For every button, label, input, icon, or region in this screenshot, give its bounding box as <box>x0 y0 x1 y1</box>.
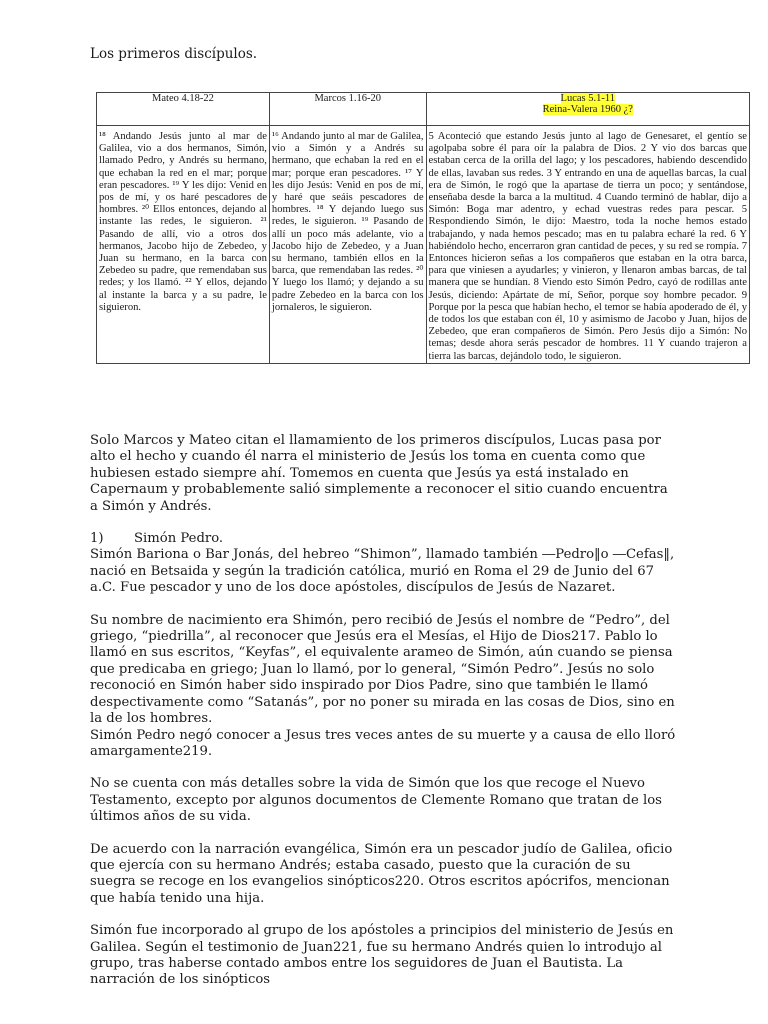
header-mateo: Mateo 4.18-22 <box>97 93 270 126</box>
section-heading <box>90 531 678 547</box>
paragraph: Simón Pedro negó conocer a Jesus tres veces antes de su muerte y a causa de ello lloró amargamente219. <box>90 727 676 759</box>
header-marcos: Marcos 1.16-20 <box>269 93 426 126</box>
gospel-comparison-table <box>96 92 750 364</box>
body-text <box>90 433 678 989</box>
paragraph: Su nombre de nacimiento era Shimón, pero recibió de Jesús el nombre de “Pedro”, del griego, “piedrilla”, al reconocer que Jesús era el Mesías, el Hijo de Dios217. Pablo lo llamó en sus escritos, “Keyfas”, el equivalente arameo de Simón, aún cuando se piensa que predicaba en griego; Juan lo llamó, por lo general, “Simón Pedro”. Jesús no solo reconoció en Simón haber sido inspirado por Dios Padre, sino que también le llamó despectivamente como “Satanás”, por no poner su mirada en las cosas de Dios, sino en la de los hombres. <box>90 612 675 727</box>
paragraph: Simón Bariona o Bar Jonás, del hebreo “Shimon”, llamado también ―Pedro‖o ―Cefas‖, nació en Betsaida y según la tradición católica, murió en Roma el 29 de Junio del 67 a.C. Fue pescador y uno de los doce apóstoles, discípulos de Jesús de Nazaret. <box>90 547 675 596</box>
document-title: Los primeros discípulos. <box>90 46 258 62</box>
header-lucas <box>426 93 749 126</box>
paragraph: Simón fue incorporado al grupo de los apóstoles a principios del ministerio de Jesús en Galilea. Según el testimonio de Juan221, fue su hermano Andrés quien lo introdujo al grupo, tras haberse contado ambos entre los seguidores de Juan el Bautista. La narración de los sinópticos <box>90 923 674 988</box>
paragraph: No se cuenta con más detalles sobre la vida de Simón que los que recoge el Nuevo Testamento, excepto por algunos documentos de Clemente Romano que tratan de los últimos años de su vida. <box>90 776 662 825</box>
cell-mateo-text: ¹⁸ Andando Jesús junto al mar de Galilea, vio a dos hermanos, Simón, llamado Pedro, y Andrés su hermano, que echaban la red en el mar; porque eran pescadores. ¹⁹ Y les dijo: Venid en pos de mí, y os haré pescadores de hombres. ²⁰ Ellos entonces, dejando al instante las redes, le siguieron. ²¹ Pasando de allí, vio a otros dos hermanos, Jacobo hijo de Zebedeo, y Juan su hermano, en la barca con Zebedeo su padre, que remendaban sus redes; y los llamó. ²² Y ellos, dejando al instante la barca y a su padre, le siguieron. <box>97 126 270 364</box>
table-row <box>97 126 750 364</box>
cell-marcos-text: ¹⁶ Andando junto al mar de Galilea, vio a Simón y a Andrés su hermano, que echaban la red en el mar; porque eran pescadores. ¹⁷ Y les dijo Jesús: Venid en pos de mí, y haré que seáis pescadores de hombres. ¹⁸ Y dejando luego sus redes, le siguieron. ¹⁹ Pasando de allí un poco más adelante, vio a Jacobo hijo de Zebedeo, y a Juan su hermano, también ellos en la barca, que remendaban las redes. ²⁰ Y luego los llamó; y dejando a su padre Zebedeo en la barca con los jornaleros, le siguieron. <box>269 126 426 364</box>
table-header-row <box>97 93 750 126</box>
section-number: 1) <box>90 531 104 547</box>
paragraph: De acuerdo con la narración evangélica, Simón era un pescador judío de Galilea, oficio que ejercía con su hermano Andrés; estaba casado, puesto que la curación de su suegra se recoge en los evangelios sinópticos220. Otros escritos apócrifos, mencionan que había tenido una hija. <box>90 841 673 906</box>
section-title: Simón Pedro. <box>134 531 224 547</box>
paragraph: Solo Marcos y Mateo citan el llamamiento de los primeros discípulos, Lucas pasa por alto el hecho y cuando él narra el ministerio de Jesús los toma en cuenta como que hubiesen estado siempre ahí. Tomemos en cuenta que Jesús ya está instalado en Capernaum y probablemente salió simplemente a reconocer el sitio cuando encuentra a Simón y Andrés. <box>90 433 668 514</box>
cell-lucas-text: 5 Aconteció que estando Jesús junto al lago de Genesaret, el gentío se agolpaba sobre él para oír la palabra de Dios. 2 Y vio dos barcas que estaban cerca de la orilla del lago; y los pescadores, habiendo descendido de ellas, lavaban sus redes. 3 Y entrando en una de aquellas barcas, la cual era de Simón, le rogó que la apartase de tierra un poco; y sentándose, enseñaba desde la barca a la multitud. 4 Cuando terminó de hablar, dijo a Simón: Boga mar adentro, y echad vuestras redes para pescar. 5 Respondiendo Simón, le dijo: Maestro, toda la noche hemos estado trabajando, y nada hemos pescado; mas en tu palabra echaré la red. 6 Y habiéndolo hecho, encerraron gran cantidad de peces, y su red se rompía. 7 Entonces hicieron señas a los compañeros que estaban en la otra barca, para que viniesen a ayudarles; y vinieron, y llenaron ambas barcas, de tal manera que se hundían. 8 Viendo esto Simón Pedro, cayó de rodillas ante Jesús, diciendo: Apártate de mí, Señor, porque soy hombre pecador. 9 Porque por la pesca que habían hecho, el temor se había apoderado de él, y de todos los que estaban con él, 10 y asimismo de Jacobo y Juan, hijos de Zebedeo, que eran compañeros de Simón. Pero Jesús dijo a Simón: No temas; desde ahora serás pescador de hombres. 11 Y cuando trajeron a tierra las barcas, dejándolo todo, le siguieron. <box>426 126 749 364</box>
header-version: Reina-Valera 1960 ¿? <box>542 104 633 115</box>
header-lucas-ref: Lucas 5.1-11 <box>560 93 615 104</box>
